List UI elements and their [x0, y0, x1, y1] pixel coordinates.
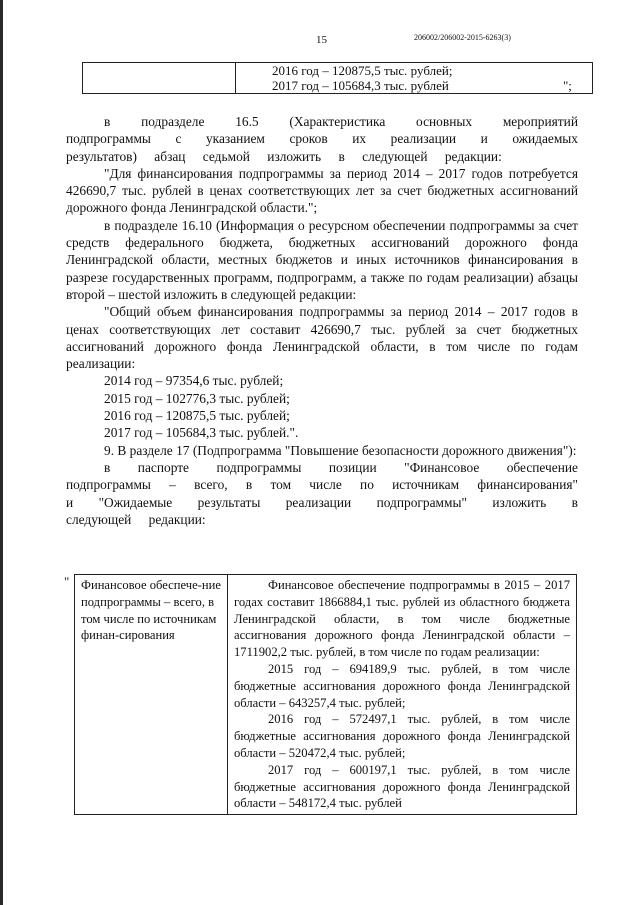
financing-total-text: Финансовое обеспечение подпрограммы в 2015 – 2017 годах составит 1866884,1 тыс. рублей из областного бюджета Ленинградской области, в том числе бюджетные ассигнования дорожного фонда Ленинградской области – 1711902,2 тыс. рублей, в том числе по годам реализации:: [234, 578, 570, 660]
passport-table-label-cell: [75, 575, 228, 815]
passport-table-value-cell: [228, 575, 577, 815]
scan-edge-shadow: [0, 0, 3, 905]
year-2016-line: 2016 год – 120875,5 тыс. рублей;: [104, 408, 290, 424]
continued-table-right-cell: [236, 63, 593, 94]
page-number: 15: [316, 34, 327, 46]
paragraph-financing-quote: "Для финансирования подпрограммы за период 2014 – 2017 годов потребуется 426690,7 тыс. рублей в ценах соответствующих лет за счет бюджетных ассигнований дорожного фонда Ленинградской области.";: [66, 165, 578, 216]
document-body: [66, 113, 578, 528]
continued-table: [82, 62, 593, 94]
paragraph-section-17: 9. В разделе 17 (Подпрограмма "Повышение безопасности дорожного движения"):: [104, 442, 577, 458]
year-2017-line: 2017 год – 105684,3 тыс. рублей.".: [104, 425, 299, 441]
paragraph-passport: в паспорте подпрограммы позиции "Финансовое обеспечение подпрограммы – всего, в том числе по источникам финансирования" и "Ожидаемые результаты реализации подпрограммы" изложить в следующей редакции:: [66, 459, 578, 527]
paragraph-16-10: в подразделе 16.10 (Информация о ресурсном обеспечении подпрограммы за счет средств федерального бюджета, бюджетных ассигнований дорожного фонда Ленинградской области, местных бюджетов и иных источников финансирования в разрезе государственных программ, подпрограмм, а также по годам реализации) абзацы второй – шестой изложить в следующей редакции:: [66, 217, 578, 302]
closing-quote: ";: [563, 78, 572, 93]
paragraph-total-volume: "Общий объем финансирования подпрограммы за период 2014 – 2017 годов в ценах соответствующих лет составит 426690,7 тыс. рублей за счет бюджетных ассигнований дорожного фонда Ленинградской области, в том числе по годам реализации:: [66, 304, 578, 372]
continued-table-left-cell: [83, 63, 236, 94]
financing-2015-text: 2015 год – 694189,9 тыс. рублей, в том числе бюджетные ассигнования дорожного фонда Ленинградской области – 643257,4 тыс. рублей;: [234, 661, 570, 710]
paragraph-16-5: в подразделе 16.5 (Характеристика основных мероприятий подпрограммы с указанием сроков их реализации и ожидаемых результатов) абзац седьмой изложить в следующей редакции:: [66, 114, 578, 164]
opening-quote: ": [64, 574, 70, 589]
top-table-row-2017: 2017 год – 105684,3 тыс. рублей: [272, 78, 449, 93]
top-table-row-2016: 2016 год – 120875,5 тыс. рублей;: [272, 63, 453, 78]
financing-2017-text: 2017 год – 600197,1 тыс. рублей, в том числе бюджетные ассигнования дорожного фонда Ленинградской области – 548172,4 тыс. рублей: [234, 762, 570, 811]
year-2014-line: 2014 год – 97354,6 тыс. рублей;: [104, 373, 284, 389]
document-id: 206002/206002-2015-6263(3): [414, 33, 511, 42]
passport-table: [74, 574, 577, 815]
financing-label: Финансовое обеспече-ние подпрограммы – всего, в том числе по источникам финан-сирования: [81, 578, 221, 643]
year-2015-line: 2015 год – 102776,3 тыс. рублей;: [104, 390, 290, 406]
financing-2016-text: 2016 год – 572497,1 тыс. рублей, в том числе бюджетные ассигнования дорожного фонда Ленинградской области – 520472,4 тыс. рублей;: [234, 712, 570, 760]
